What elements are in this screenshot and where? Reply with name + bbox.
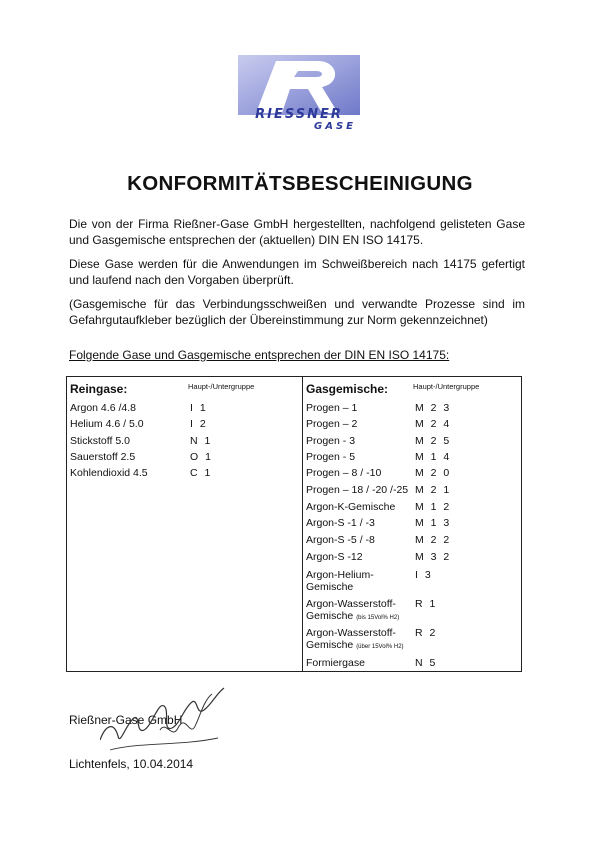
table-row-code: M 1 4 [415, 451, 452, 463]
place-and-date: Lichtenfels, 10.04.2014 [69, 757, 194, 771]
right-table-header: Gasgemische: [306, 382, 389, 396]
table-row: Stickstoff 5.0 [70, 435, 130, 447]
row-name-line1: Argon-Wasserstoff- [306, 598, 396, 610]
table-row-code: R 1 [415, 598, 438, 610]
table-row: Progen – 8 / -10 [306, 467, 382, 479]
row-name-line2: Gemische [306, 639, 354, 651]
row-note: (über 15Vol% H2) [356, 644, 404, 650]
table-row [306, 627, 404, 653]
table-row-code: M 2 5 [415, 435, 452, 447]
row-name-line2: Gemische [306, 581, 354, 593]
table-row-code: M 3 2 [415, 551, 452, 563]
table-row-code: N 1 [190, 435, 213, 447]
table-row-code: N 5 [415, 657, 438, 669]
table-row-code: O 1 [190, 451, 213, 463]
logo-word: RIESSNER [255, 107, 343, 122]
table-row-code: M 2 0 [415, 467, 452, 479]
table-row: Argon-S -1 / -3 [306, 517, 375, 529]
row-name-line2: Gemische [306, 610, 354, 622]
table-row-code: M 2 4 [415, 418, 452, 430]
signature-company: Rießner-Gase GmbH [69, 713, 183, 727]
table-row: Progen – 2 [306, 418, 358, 430]
table-row-code: R 2 [415, 627, 438, 639]
table-row: Progen - 3 [306, 435, 356, 447]
table-row-code: C 1 [190, 467, 213, 479]
table-row: Argon 4.6 /4.8 [70, 402, 136, 414]
table-row-code: M 2 1 [415, 484, 452, 496]
paragraph-1: Die von der Firma Rießner-Gase GmbH hergestellten, nachfolgend gelisteten Gase und Gasgemische entsprechen der (aktuellen) DIN EN ISO 14175. [69, 217, 525, 247]
table-row-code: M 1 3 [415, 517, 452, 529]
table-row: Argon-K-Gemische [306, 501, 396, 513]
logo-subword: GASE [314, 121, 356, 132]
left-table-subheader: Haupt-/Untergruppe [188, 382, 255, 391]
table-row: Kohlendioxid 4.5 [70, 467, 148, 479]
table-row-code: I 1 [190, 402, 208, 414]
table-row-code: M 1 2 [415, 501, 452, 513]
table-row-code: M 2 2 [415, 534, 452, 546]
row-name-line1: Argon-Wasserstoff- [306, 627, 396, 639]
table-row: Argon-S -5 / -8 [306, 534, 375, 546]
company-logo [238, 55, 360, 145]
table-row: Progen – 1 [306, 402, 358, 414]
table-row: Argon-S -12 [306, 551, 363, 563]
right-table-subheader: Haupt-/Untergruppe [413, 382, 480, 391]
table-row: Formiergase [306, 657, 365, 669]
logo-graphic [238, 55, 360, 115]
table-row-code: I 3 [415, 569, 433, 581]
table-row: Progen - 5 [306, 451, 356, 463]
table-subheading: Folgende Gase und Gasgemische entsprechen der DIN EN ISO 14175: [69, 348, 450, 362]
paragraph-3: (Gasgemische für das Verbindungsschweißen und verwandte Prozesse sind im Gefahrgutaufkleber bezüglich der Übereinstimmung zur Norm gekennzeichnet) [69, 297, 525, 327]
table-divider [302, 376, 303, 672]
table-row-code: I 2 [190, 418, 208, 430]
paragraph-2: Diese Gase werden für die Anwendungen im Schweißbereich nach 14175 gefertigt und laufend nach den Vorgaben überprüft. [69, 257, 525, 287]
row-name-line1: Argon-Helium- [306, 569, 374, 581]
table-row [306, 569, 374, 593]
left-table-header: Reingase: [70, 382, 128, 396]
table-row: Helium 4.6 / 5.0 [70, 418, 144, 430]
table-row-code: M 2 3 [415, 402, 452, 414]
handwritten-signature [100, 680, 240, 760]
row-note: (bis 15Vol% H2) [356, 615, 400, 621]
table-row: Progen – 18 / -20 /-25 [306, 484, 409, 496]
table-row [306, 598, 399, 624]
table-row: Sauerstoff 2.5 [70, 451, 136, 463]
document-title: KONFORMITÄTSBESCHEINIGUNG [127, 172, 473, 195]
